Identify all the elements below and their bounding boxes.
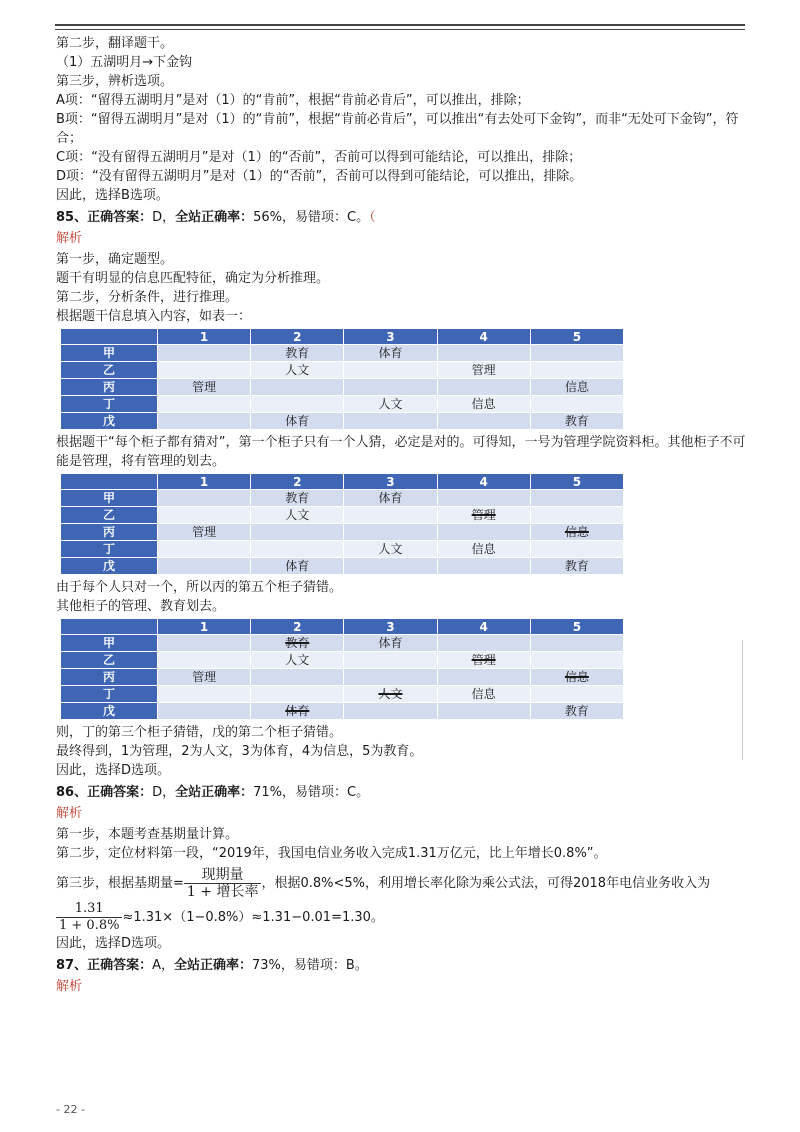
table-cell — [437, 635, 530, 652]
cell-text: 信息 — [564, 669, 589, 684]
table-cell — [158, 635, 251, 652]
cell-text: 体育 — [378, 490, 403, 505]
text-line: 由于每个人只对一个，所以丙的第五个柜子猜错。 — [56, 580, 343, 595]
row-header: 戊 — [61, 558, 158, 575]
cell-text: 信息 — [471, 541, 496, 556]
text-line: 第二步，定位材料第一段，“2019年，我国电信业务收入完成1.31万亿元，比上年增长0.8%”。 — [56, 846, 607, 861]
answer-label: 87、正确答案： — [56, 958, 153, 973]
fraction-calc — [56, 901, 122, 934]
cell-text: 教育 — [564, 413, 589, 428]
cell-text: 体育 — [378, 635, 403, 650]
text-line: C项：“没有留得五湖明月”是对（1）的“否前”，否前可以得到可能结论，可以推出，排除； — [56, 150, 582, 165]
table-cell — [344, 379, 437, 396]
table-cell — [251, 507, 344, 524]
cell-text: 人文 — [378, 686, 403, 701]
cell-text: 体育 — [285, 558, 310, 573]
table-row — [61, 524, 624, 541]
table-cell — [437, 362, 530, 379]
column-header — [61, 474, 158, 490]
table-cell — [344, 703, 437, 720]
cell-text: 管理 — [471, 362, 496, 377]
table-cell — [530, 413, 623, 430]
table-cell — [344, 686, 437, 703]
table-cell — [344, 541, 437, 558]
table-cell — [437, 379, 530, 396]
cell-text: 教育 — [285, 635, 310, 650]
table-row — [61, 396, 624, 413]
text-line: 第一步，确定题型。 — [56, 252, 174, 267]
text-line: 因此，选择D选项。 — [56, 763, 171, 778]
row-header: 乙 — [61, 652, 158, 669]
column-header: 2 — [251, 329, 344, 345]
answer-label: 85、正确答案： — [56, 210, 153, 225]
fraction-numerator: 现期量 — [184, 867, 262, 884]
table-cell — [158, 413, 251, 430]
fraction-denominator: 1 + 0.8% — [59, 918, 120, 933]
cell-text: 人文 — [378, 396, 403, 411]
text-line: B项：“留得五湖明月”是对（1）的“肯前”，根据“肯前必肯后”，可以推出“有去处可下金钩”，而非“无处可下金钩”，符合； — [56, 112, 739, 146]
jiexi-heading: 解析 — [56, 231, 83, 246]
answer-value: D， — [152, 210, 176, 225]
q86-answer — [56, 783, 746, 802]
table-cell — [251, 362, 344, 379]
row-header: 甲 — [61, 635, 158, 652]
cell-text: 体育 — [285, 413, 310, 428]
column-header: 5 — [530, 474, 623, 490]
cell-text: 管理 — [192, 669, 217, 684]
cell-text: 人文 — [285, 652, 310, 667]
column-header: 2 — [251, 474, 344, 490]
table-cell — [437, 413, 530, 430]
table-cell — [251, 490, 344, 507]
text-line: 第一步，本题考查基期量计算。 — [56, 827, 239, 842]
table-cell — [158, 652, 251, 669]
row-header: 乙 — [61, 362, 158, 379]
table-cell — [158, 507, 251, 524]
fraction-numerator: 1.31 — [56, 901, 122, 918]
cell-text: 教育 — [564, 558, 589, 573]
row-header: 丁 — [61, 541, 158, 558]
cell-text: 信息 — [564, 524, 589, 539]
row-header: 丙 — [61, 524, 158, 541]
column-header: 3 — [344, 474, 437, 490]
table-row — [61, 413, 624, 430]
cell-text: 信息 — [471, 686, 496, 701]
column-header: 2 — [251, 619, 344, 635]
table-cell — [437, 345, 530, 362]
row-header: 丙 — [61, 669, 158, 686]
cell-text: 信息 — [564, 379, 589, 394]
fraction-denominator: 1 + 增长率 — [186, 884, 259, 900]
cell-text: 教育 — [285, 345, 310, 360]
text-line: 因此，选择D选项。 — [56, 936, 171, 951]
text-line: 第二步，分析条件，进行推理。 — [56, 290, 239, 305]
row-header: 丁 — [61, 686, 158, 703]
table-cell — [530, 558, 623, 575]
table-cell — [344, 345, 437, 362]
cell-text: 管理 — [192, 524, 217, 539]
text-line: 题干有明显的信息匹配特征，确定为分析推理。 — [56, 271, 330, 286]
table-cell — [530, 703, 623, 720]
cell-text: 信息 — [471, 396, 496, 411]
table-cell — [158, 379, 251, 396]
top-rule — [55, 24, 745, 26]
page-content — [56, 34, 746, 998]
cell-text: 管理 — [471, 507, 496, 522]
text-line: D项：“没有留得五湖明月”是对（1）的“否前”，否前可以得到可能结论，可以推出，排除。 — [56, 169, 583, 184]
table-cell — [530, 524, 623, 541]
text-line: 第三步，辨析选项。 — [56, 74, 174, 89]
table-row — [61, 652, 624, 669]
answer-label: 86、正确答案： — [56, 785, 153, 800]
cell-text: 管理 — [471, 652, 496, 667]
cell-text: 人文 — [285, 507, 310, 522]
table-cell — [251, 652, 344, 669]
table-row — [61, 703, 624, 720]
cell-text: 人文 — [285, 362, 310, 377]
table-cell — [437, 703, 530, 720]
table-cell — [251, 558, 344, 575]
table-cell — [344, 669, 437, 686]
table-3 — [60, 618, 624, 720]
table-cell — [437, 396, 530, 413]
column-header: 1 — [158, 619, 251, 635]
table-2 — [60, 473, 624, 575]
table-cell — [158, 703, 251, 720]
table-row — [61, 669, 624, 686]
table-cell — [530, 652, 623, 669]
table-cell — [530, 362, 623, 379]
table-cell — [158, 686, 251, 703]
table-cell — [530, 669, 623, 686]
table-cell — [530, 396, 623, 413]
cell-text: 管理 — [192, 379, 217, 394]
row-header: 乙 — [61, 507, 158, 524]
table-cell — [158, 396, 251, 413]
row-header: 丙 — [61, 379, 158, 396]
table-cell — [344, 507, 437, 524]
table-cell — [251, 686, 344, 703]
row-header: 戊 — [61, 703, 158, 720]
text-segment: 第三步，根据基期量= — [56, 876, 184, 891]
table-cell — [530, 541, 623, 558]
row-header: 甲 — [61, 490, 158, 507]
q84-explanation-tail — [56, 34, 746, 205]
table-cell — [251, 524, 344, 541]
table-cell — [251, 669, 344, 686]
table-cell — [251, 345, 344, 362]
text-line: A项：“留得五湖明月”是对（1）的“肯前”，根据“肯前必肯后”，可以推出，排除； — [56, 93, 530, 108]
table-cell — [251, 703, 344, 720]
table-row — [61, 362, 624, 379]
row-header: 甲 — [61, 345, 158, 362]
jiexi-heading: 解析 — [56, 979, 83, 994]
table-cell — [344, 362, 437, 379]
table-cell — [158, 558, 251, 575]
table-cell — [251, 413, 344, 430]
rate-label: 全站正确率： — [174, 958, 253, 973]
paragraph: 根据题干“每个柜子都有猜对”，第一个柜子只有一个人猜，必定是对的。可得知，一号为管理学院资料柜。其他柜子不可能是管理，将有管理的划去。 — [56, 435, 746, 469]
table-cell — [251, 635, 344, 652]
table-cell — [344, 490, 437, 507]
table-cell — [437, 669, 530, 686]
top-rule-thin — [55, 29, 745, 30]
row-header: 丁 — [61, 396, 158, 413]
column-header: 4 — [437, 474, 530, 490]
column-header: 5 — [530, 619, 623, 635]
table-row — [61, 507, 624, 524]
table-cell — [251, 379, 344, 396]
text-line: 第二步，翻译题干。 — [56, 36, 174, 51]
answer-value: D， — [152, 785, 176, 800]
table-row — [61, 635, 624, 652]
rate-label: 全站正确率： — [175, 210, 254, 225]
table-cell — [158, 524, 251, 541]
table-cell — [437, 652, 530, 669]
red-paren: （ — [369, 210, 376, 225]
table-row — [61, 686, 624, 703]
rate-value: 73%，易错项：B。 — [252, 958, 368, 973]
text-line: 最终得到，1为管理，2为人文，3为体育，4为信息，5为教育。 — [56, 744, 423, 759]
table-row — [61, 541, 624, 558]
table-cell — [158, 345, 251, 362]
table-cell — [437, 541, 530, 558]
table-cell — [530, 635, 623, 652]
table-cell — [344, 524, 437, 541]
table-cell — [437, 507, 530, 524]
text-line: 根据题干信息填入内容，如表一： — [56, 309, 252, 324]
cell-text: 教育 — [564, 703, 589, 718]
table-cell — [437, 490, 530, 507]
table-cell — [344, 413, 437, 430]
table-cell — [344, 396, 437, 413]
cell-text: 教育 — [285, 490, 310, 505]
table-cell — [437, 524, 530, 541]
text-line: 则，丁的第三个柜子猜错，戊的第二个柜子猜错。 — [56, 725, 343, 740]
table-cell — [158, 541, 251, 558]
table-cell — [251, 541, 344, 558]
table-cell — [344, 635, 437, 652]
table-cell — [158, 362, 251, 379]
column-header — [61, 619, 158, 635]
table-cell — [437, 686, 530, 703]
table-cell — [530, 345, 623, 362]
table-cell — [251, 396, 344, 413]
cell-text: 体育 — [285, 703, 310, 718]
table-row — [61, 345, 624, 362]
table-row — [61, 490, 624, 507]
text-line: 其他柜子的管理、教育划去。 — [56, 599, 226, 614]
jiexi-heading: 解析 — [56, 806, 83, 821]
q85-answer — [56, 208, 746, 227]
row-header: 戊 — [61, 413, 158, 430]
column-header: 3 — [344, 329, 437, 345]
rate-value: 56%，易错项：C。 — [253, 210, 370, 225]
table-cell — [344, 652, 437, 669]
rate-value: 71%，易错项：C。 — [253, 785, 370, 800]
column-header: 4 — [437, 329, 530, 345]
cell-text: 人文 — [378, 541, 403, 556]
table-cell — [530, 379, 623, 396]
table-row — [61, 379, 624, 396]
table-row — [61, 558, 624, 575]
text-segment: ，根据0.8%<5%，利用增长率化除为乘公式法，可得2018年电信业务收入为 — [261, 876, 711, 891]
text-segment: ≈1.31×（1−0.8%）≈1.31−0.01=1.30。 — [122, 910, 384, 925]
table-cell — [530, 507, 623, 524]
cell-text: 体育 — [378, 345, 403, 360]
fraction-base-formula — [184, 867, 262, 900]
column-header: 3 — [344, 619, 437, 635]
text-line: （1）五湖明月→下金钩 — [56, 55, 193, 70]
column-header — [61, 329, 158, 345]
table-cell — [530, 686, 623, 703]
table-cell — [158, 490, 251, 507]
column-header: 4 — [437, 619, 530, 635]
step3-formula-line — [56, 867, 746, 900]
column-header: 1 — [158, 329, 251, 345]
calc-line — [56, 901, 746, 934]
column-header: 1 — [158, 474, 251, 490]
table-cell — [530, 490, 623, 507]
table-cell — [158, 669, 251, 686]
column-header: 5 — [530, 329, 623, 345]
q87-answer — [56, 956, 746, 975]
answer-value: A， — [152, 958, 174, 973]
table-cell — [437, 558, 530, 575]
page-number: - 22 - — [56, 1103, 85, 1116]
table-cell — [344, 558, 437, 575]
table-1 — [60, 328, 624, 430]
rate-label: 全站正确率： — [175, 785, 254, 800]
text-line: 因此，选择B选项。 — [56, 188, 169, 203]
